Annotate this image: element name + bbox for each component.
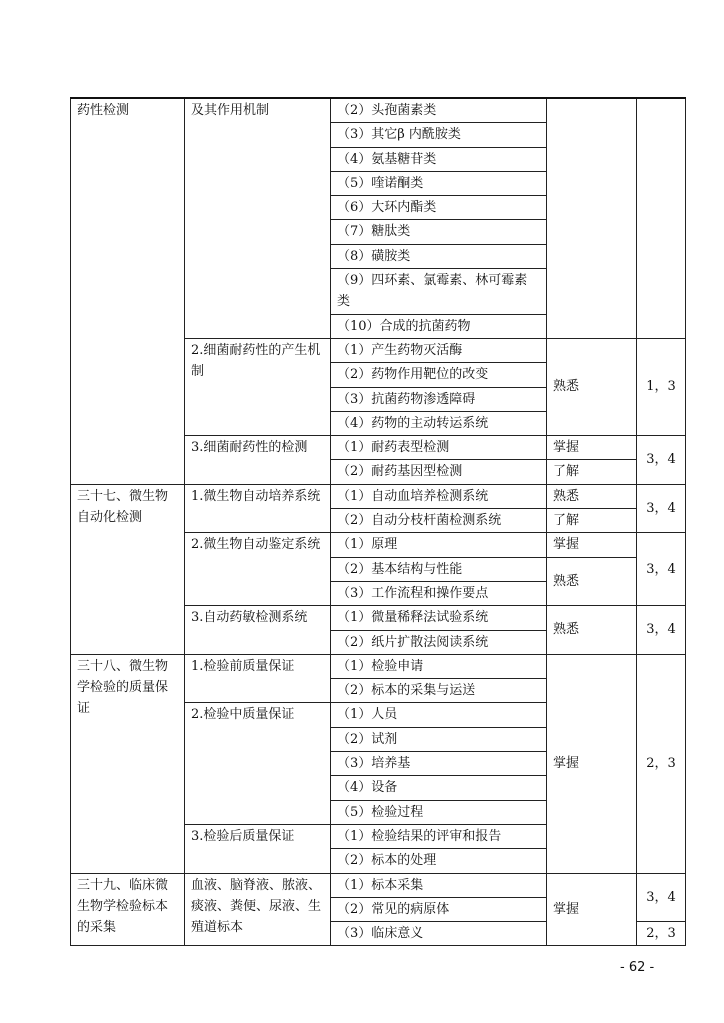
item-cell: （4）设备 (331, 776, 547, 800)
item-cell: （3）培养基 (331, 752, 547, 776)
level-cell: 熟悉 (547, 338, 637, 435)
unit-cell: 药性检测 (71, 98, 185, 484)
syllabus-table (70, 97, 686, 946)
level-cell: 了解 (547, 509, 637, 533)
topic-cell: 1.检验前质量保证 (185, 654, 331, 703)
item-cell: （2）耐药基因型检测 (331, 460, 547, 484)
grade-cell: 1，3 (637, 338, 686, 435)
grade-cell (637, 98, 686, 338)
topic-cell: 2.微生物自动鉴定系统 (185, 533, 331, 606)
grade-cell: 2，3 (637, 654, 686, 873)
unit-cell: 三十七、微生物自动化检测 (71, 484, 185, 654)
level-cell (547, 98, 637, 338)
item-cell: （2）头孢菌素类 (331, 98, 547, 123)
grade-cell: 2，3 (637, 922, 686, 946)
item-cell: （3）工作流程和操作要点 (331, 581, 547, 605)
unit-cell: 三十九、临床微生物学检验标本的采集 (71, 873, 185, 946)
item-cell: （6）大环内酯类 (331, 196, 547, 220)
item-cell: （10）合成的抗菌药物 (331, 314, 547, 338)
level-cell: 熟悉 (547, 484, 637, 508)
item-cell: （2）标本的处理 (331, 849, 547, 873)
item-cell: （9）四环素、氯霉素、林可霉素类 (331, 269, 547, 315)
item-cell: （2）标本的采集与运送 (331, 679, 547, 703)
item-cell: （1）产生药物灭活酶 (331, 338, 547, 362)
unit-cell: 三十八、微生物学检验的质量保证 (71, 654, 185, 873)
item-cell: （3）其它β 内酰胺类 (331, 123, 547, 147)
item-cell: （2）纸片扩散法阅读系统 (331, 630, 547, 654)
topic-cell: 2.细菌耐药性的产生机制 (185, 338, 331, 435)
item-cell: （3）临床意义 (331, 922, 547, 946)
grade-cell: 3，4 (637, 436, 686, 485)
table-row (71, 484, 686, 508)
item-cell: （2）常见的病原体 (331, 897, 547, 921)
level-cell: 掌握 (547, 654, 637, 873)
topic-cell: 及其作用机制 (185, 98, 331, 338)
item-cell: （1）原理 (331, 533, 547, 557)
grade-cell: 3，4 (637, 873, 686, 922)
topic-cell: 3.自动药敏检测系统 (185, 606, 331, 655)
item-cell: （2）药物作用靶位的改变 (331, 363, 547, 387)
item-cell: （4）氨基糖苷类 (331, 147, 547, 171)
item-cell: （4）药物的主动转运系统 (331, 411, 547, 435)
level-cell: 掌握 (547, 533, 637, 557)
grade-cell: 3，4 (637, 484, 686, 533)
item-cell: （1）人员 (331, 703, 547, 727)
item-cell: （5）喹诺酮类 (331, 171, 547, 195)
item-cell: （8）磺胺类 (331, 244, 547, 268)
item-cell: （1）自动血培养检测系统 (331, 484, 547, 508)
topic-cell: 2.检验中质量保证 (185, 703, 331, 824)
item-cell: （2）基本结构与性能 (331, 557, 547, 581)
level-cell: 掌握 (547, 436, 637, 460)
item-cell: （2）试剂 (331, 727, 547, 751)
item-cell: （1）标本采集 (331, 873, 547, 897)
page-number: - 62 - (620, 960, 655, 975)
topic-cell: 1.微生物自动培养系统 (185, 484, 331, 533)
table-row (71, 654, 686, 678)
item-cell: （3）抗菌药物渗透障碍 (331, 387, 547, 411)
item-cell: （1）检验结果的评审和报告 (331, 824, 547, 848)
item-cell: （1）检验申请 (331, 654, 547, 678)
level-cell: 熟悉 (547, 606, 637, 655)
level-cell: 掌握 (547, 873, 637, 946)
grade-cell: 3，4 (637, 606, 686, 655)
item-cell: （1）耐药表型检测 (331, 436, 547, 460)
item-cell: （7）糖肽类 (331, 220, 547, 244)
item-cell: （5）检验过程 (331, 800, 547, 824)
grade-cell: 3，4 (637, 533, 686, 606)
table-row (71, 98, 686, 123)
topic-cell: 3.检验后质量保证 (185, 824, 331, 873)
level-cell: 熟悉 (547, 557, 637, 606)
topic-cell: 3.细菌耐药性的检测 (185, 436, 331, 485)
level-cell: 了解 (547, 460, 637, 484)
topic-cell: 血液、脑脊液、脓液、痰液、粪便、尿液、生殖道标本 (185, 873, 331, 946)
item-cell: （2）自动分枝杆菌检测系统 (331, 509, 547, 533)
table-row (71, 873, 686, 897)
item-cell: （1）微量稀释法试验系统 (331, 606, 547, 630)
